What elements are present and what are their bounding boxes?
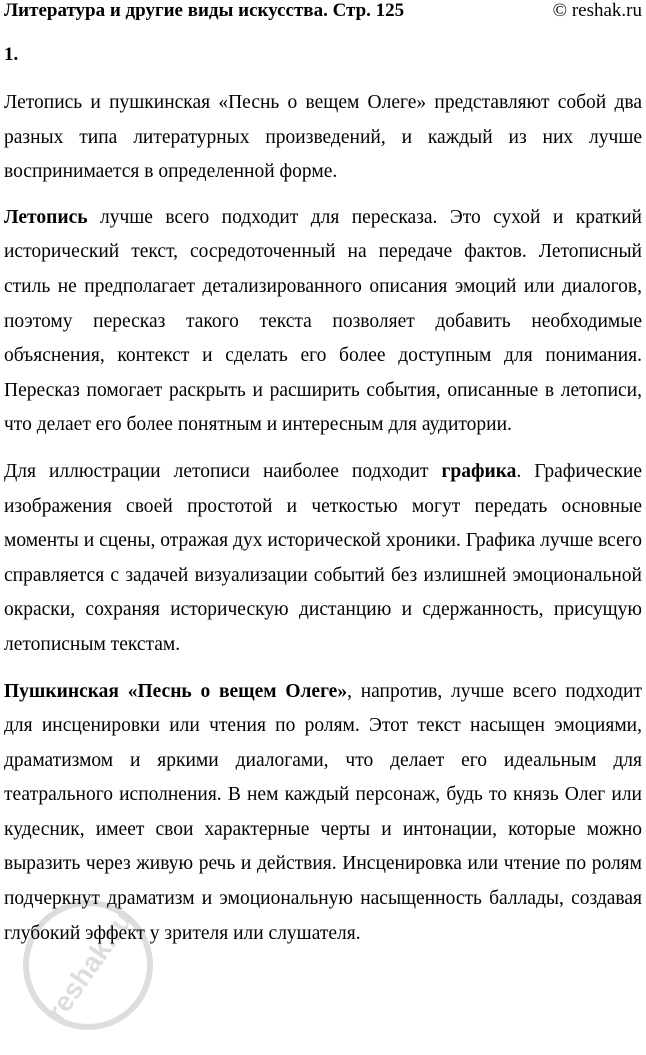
paragraph-chronicle [4, 201, 642, 443]
svg-text:reshak.ru: reshak.ru [40, 905, 139, 1027]
paragraph-graphics-bold: графика [441, 460, 517, 482]
paragraph-pushkin-bold: Пушкинская «Песнь о вещем Олеге» [4, 680, 348, 702]
paragraph-graphics-start: Для иллюстрации летописи наиболее подходит [4, 460, 442, 482]
page-header [4, 0, 642, 22]
paragraph-graphics [4, 455, 642, 663]
paragraph-graphics-text: . Графические изображения своей простотой и четкостью могут передать основные моменты и сцены, отражая дух исторической хроники. Графика лучше всего справляется с задачей визуализации событий без излишней эмоциональной окраски, сохраняя историческую дистанцию и сдержанность, присущую летописным текстам. [4, 460, 642, 655]
site-credit: © reshak.ru [552, 0, 642, 21]
page-title: Литература и другие виды искусства. Стр. 125 [4, 0, 405, 21]
paragraph-intro [4, 86, 642, 190]
document-page [4, 0, 642, 951]
paragraph-chronicle-text: лучше всего подходит для пересказа. Это сухой и краткий исторический текст, сосредоточенный на передаче фактов. Летописный стиль не предполагает детализированного описания эмоций или диалогов, поэтому пересказ такого текста позволяет добавить необходимые объяснения, контекст и сделать его более доступным для понимания. Пересказ помогает раскрыть и расширить события, описанные в летописи, что делает его более понятным и интересным для аудитории. [4, 206, 642, 436]
task-number: 1. [4, 44, 19, 65]
paragraph-intro-text: Летопись и пушкинская «Песнь о вещем Олеге» представляют собой два разных типа литературных произведений, и каждый из них лучше воспринимается в определенной форме. [4, 92, 642, 183]
paragraph-pushkin-text: , напротив, лучше всего подходит для инсценировки или чтения по ролям. Этот текст насыщен эмоциями, драматизмом и яркими диалогами, что делает его идеальным для театрального исполнения. В нем каждый персонаж, будь то князь Олег или кудесник, имеет свои характерные черты и интонации, которые можно выразить через живую речь и действия. Инсценировка или чтение по ролям подчеркнут драматизм и эмоциональную насыщенность баллады, создавая глубокий эффект у зрителя или слушателя. [4, 680, 642, 944]
paragraph-pushkin [4, 675, 642, 952]
paragraph-chronicle-bold: Летопись [4, 206, 88, 228]
